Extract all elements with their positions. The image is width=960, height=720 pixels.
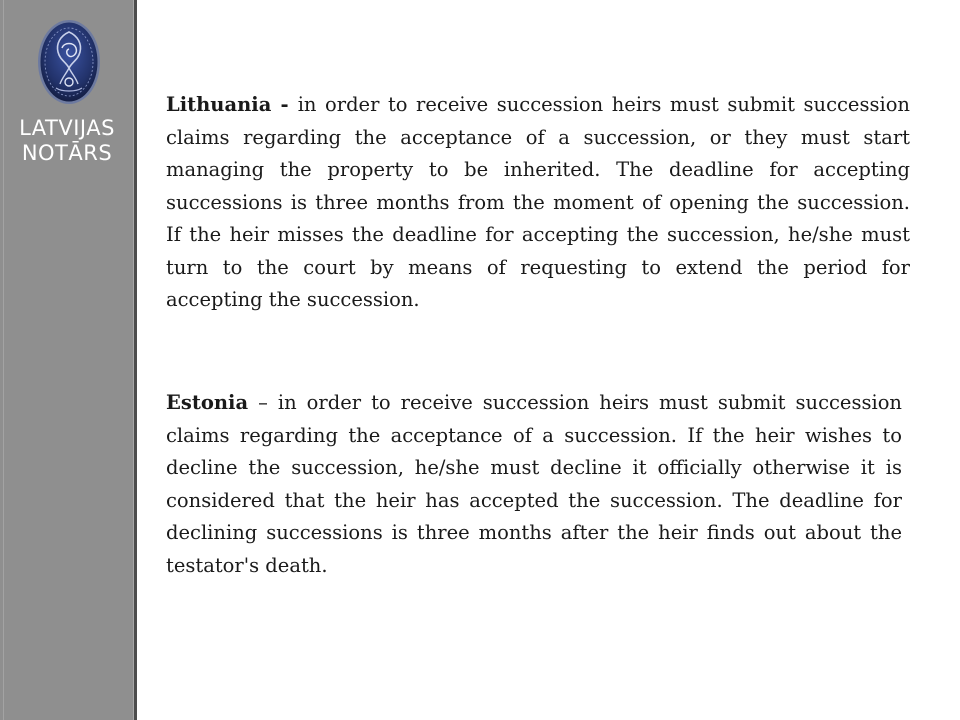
brand-line-1: LATVIJAS xyxy=(19,116,115,140)
latvijas-notars-emblem-icon xyxy=(36,18,102,106)
estonia-body: – in order to receive succession heirs must submit succession claims regarding the acceptance of a succession. If the heir wishes to decline the succession, he/she must decline it officially otherwise it is considered that the heir has accepted the succession. The deadline for declining successions is three months after the heir finds out about the testator's death. xyxy=(166,391,902,577)
sidebar xyxy=(0,0,137,720)
estonia-paragraph xyxy=(166,387,902,582)
brand-line-2: NOTĀRS xyxy=(21,141,113,165)
lithuania-body: in order to receive succession heirs must submit succession claims regarding the acceptance of a succession, or they must start managing the property to be inherited. The deadline for accepting successions is three months from the moment of opening the succession. If the heir misses the deadline for accepting the succession, he/she must turn to the court by means of requesting to extend the period for accepting the succession. xyxy=(166,93,910,311)
estonia-heading: Estonia xyxy=(166,391,249,414)
lithuania-paragraph xyxy=(166,89,910,317)
lithuania-heading: Lithuania - xyxy=(166,93,298,116)
sidebar-divider xyxy=(3,0,4,720)
